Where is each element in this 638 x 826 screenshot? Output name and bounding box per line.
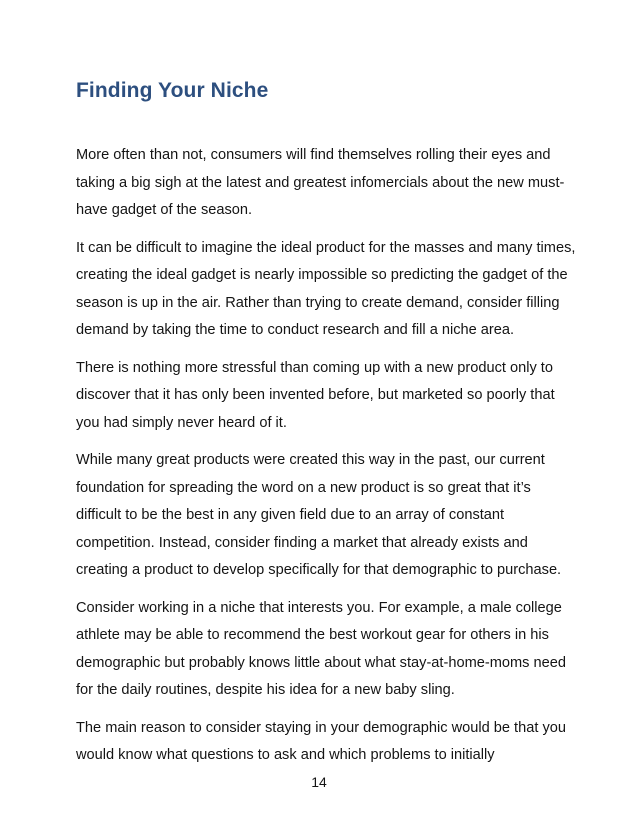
paragraph: There is nothing more stressful than coming up with a new product only to discover that it has only been invented before, but marketed so poorly that you had simply never heard of it. bbox=[76, 359, 555, 431]
paragraph: Consider working in a niche that interests you. For example, a male college athlete may be able to recommend the best workout gear for others in his demographic but probably knows little about what stay-at-home-moms need for the daily routines, despite his idea for a new baby sling. bbox=[76, 599, 566, 698]
paragraph: It can be difficult to imagine the ideal product for the masses and many times, creating the ideal gadget is nearly impossible so predicting the gadget of the season is up in the air. Rather than trying to create demand, consider filling demand by taking the time to conduct research and fill a niche area. bbox=[76, 239, 576, 338]
paragraph: The main reason to consider staying in your demographic would be that you would know what questions to ask and which problems to initially bbox=[76, 719, 566, 763]
paragraph: More often than not, consumers will find themselves rolling their eyes and taking a big sigh at the latest and greatest infomercials about the new must-have gadget of the season. bbox=[76, 147, 565, 218]
section-heading: Finding Your Niche bbox=[76, 79, 269, 102]
page-number: 14 bbox=[311, 774, 327, 790]
paragraph: While many great products were created this way in the past, our current foundation for spreading the word on a new product is so great that it’s difficult to be the best in any given field due to an array of constant competition. Instead, consider finding a market that already exists and creating a product to develop specifically for that demographic to purchase. bbox=[76, 452, 562, 578]
body-text bbox=[76, 142, 576, 780]
